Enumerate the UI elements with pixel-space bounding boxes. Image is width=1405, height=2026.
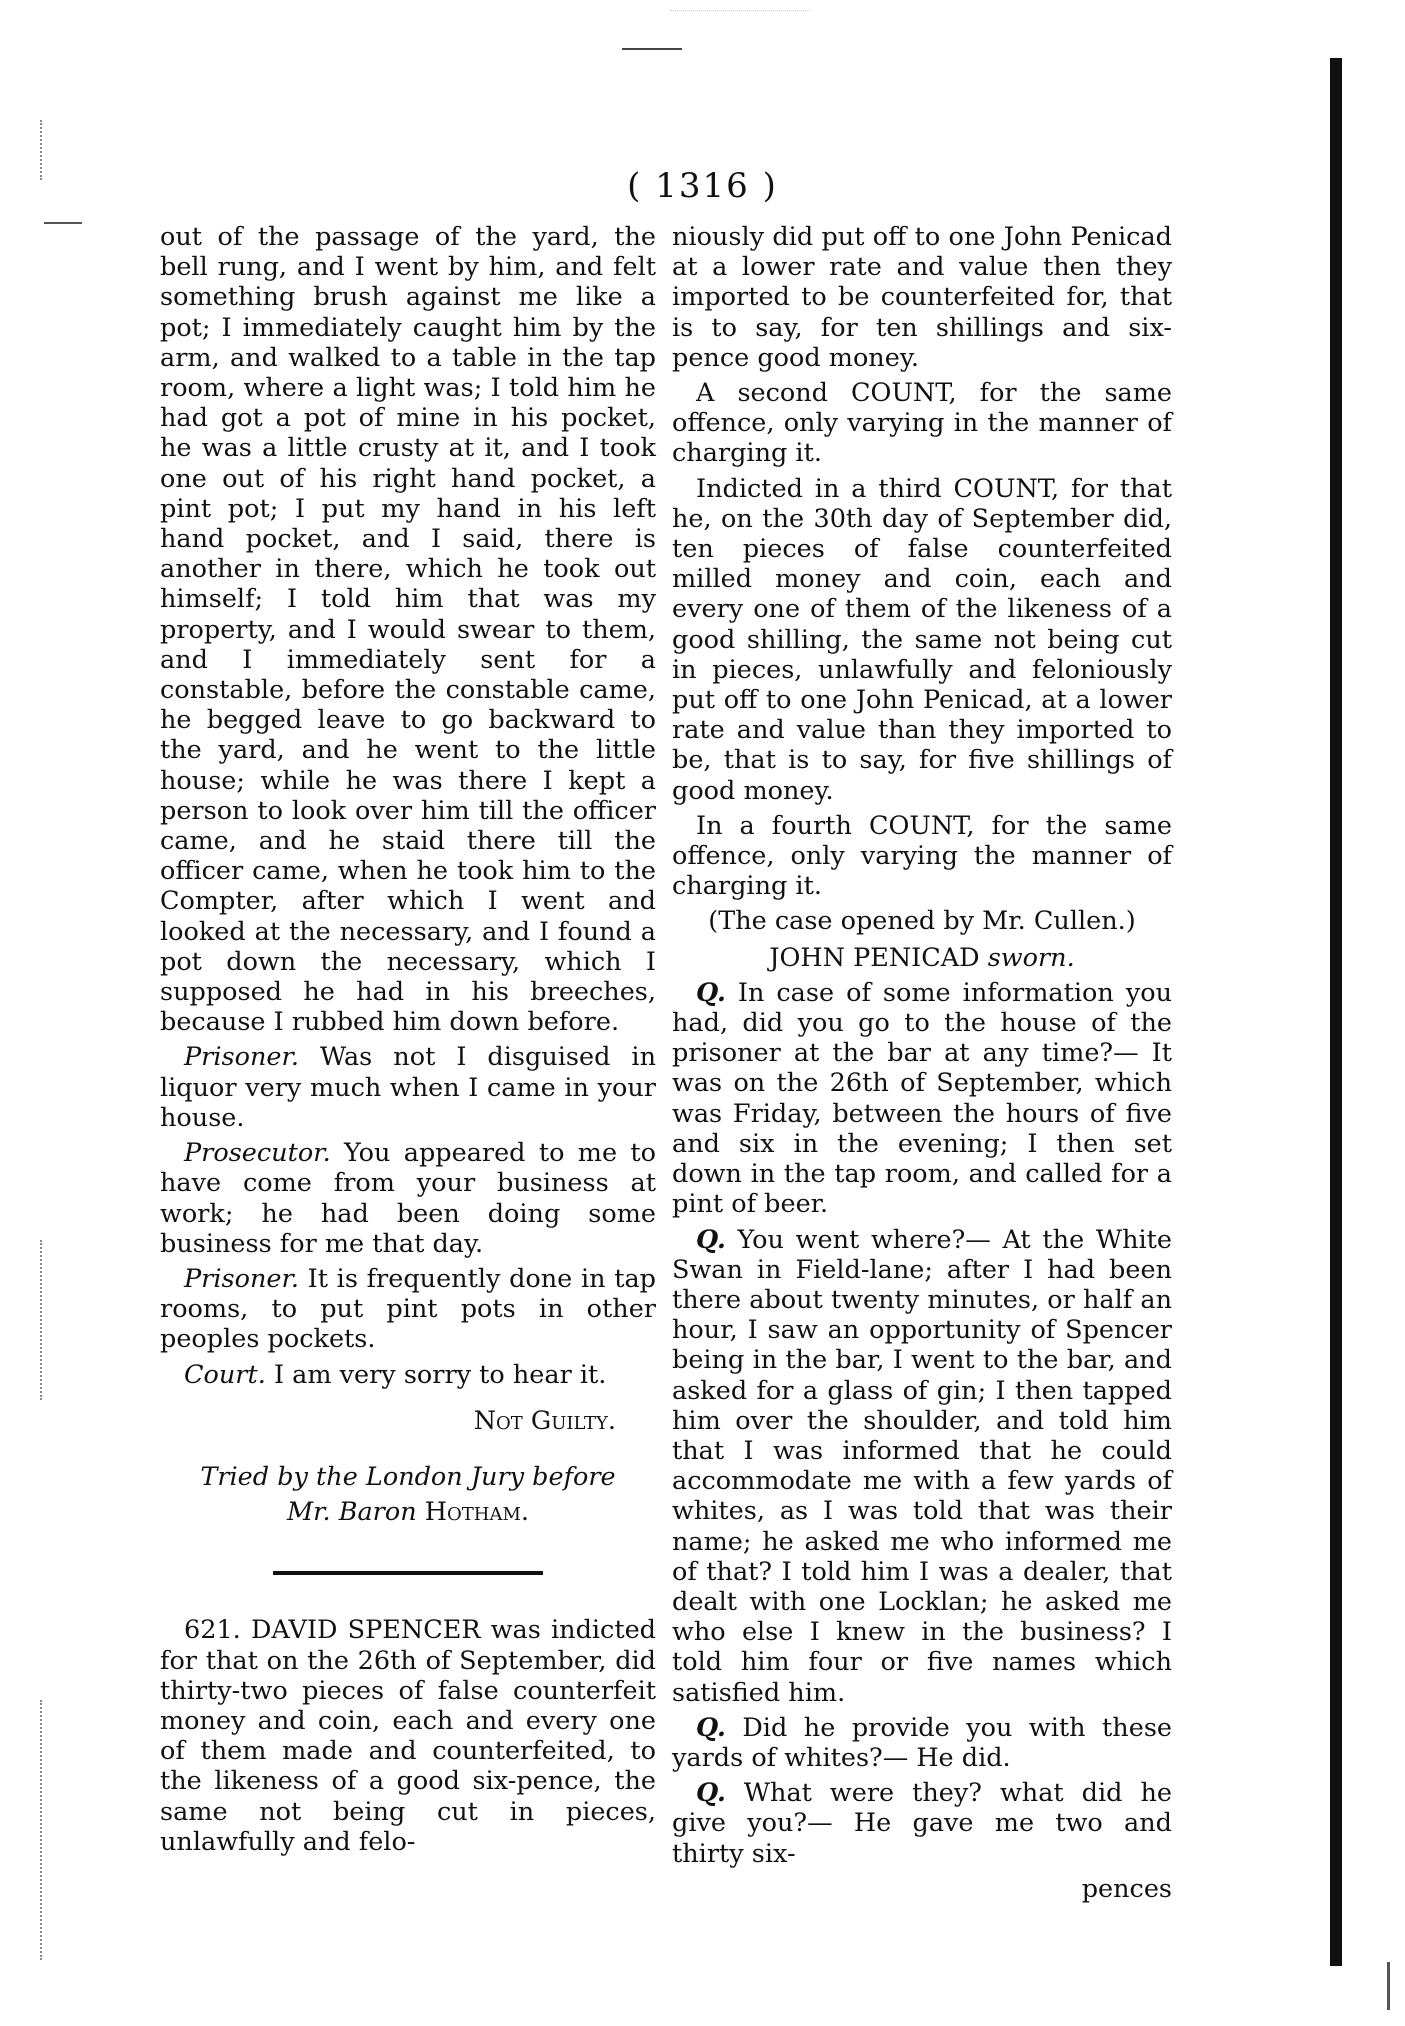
statement-text: You appeared to me to have come from your business at work; he had been doing some business for me that day. bbox=[160, 1138, 656, 1259]
margin-mark bbox=[44, 222, 82, 224]
page-number: ( 1316 ) bbox=[627, 166, 778, 206]
witness-name: JOHN PENICAD bbox=[769, 942, 980, 973]
question-mark: Q. bbox=[696, 1778, 726, 1809]
section-rule bbox=[273, 1571, 543, 1575]
binding-edge bbox=[1330, 58, 1342, 1966]
question-mark: Q. bbox=[696, 1224, 726, 1255]
prisoner-statement bbox=[160, 1042, 656, 1133]
judge-line bbox=[160, 1497, 656, 1527]
speaker-label: Prisoner. bbox=[184, 1042, 299, 1073]
speaker-label: Prosecutor. bbox=[184, 1138, 331, 1169]
indictment-continuation: niously did put off to one John Penicad at a lower rate and value then they imported to be counterfeited for, that is to say, for ten shillings and six-pence good money. bbox=[672, 222, 1172, 373]
question-answer bbox=[672, 978, 1172, 1220]
question-answer bbox=[672, 1713, 1172, 1773]
case-opened-line: (The case opened by Mr. Cullen.) bbox=[708, 906, 1136, 937]
qa-text: Did he provide you with these yards of whites?— He did. bbox=[672, 1712, 1172, 1773]
question-answer bbox=[672, 1778, 1172, 1869]
fourth-count: In a fourth COUNT, for the same offence, only varying the manner of charging it. bbox=[672, 810, 1172, 902]
testimony-paragraph: out of the passage of the yard, the bell rung, and I went by him, and felt something brush against me like a pot; I immediately caught him by the arm, and walked to a table in the tap room, where a light was; I told him he had got a pot of mine in his pocket, he was a little crusty at it, and I took one out of his right hand pocket, a pint pot; I put my hand in his left hand pocket, and I said, there is another in there, which he took out himself; I told him that was my property, and I would swear to them, and I immediately sent for a constable, before the constable came, he begged leave to go backward to the yard, and he went to the little house; while he was there I kept a person to look over him till the officer came, and he staid there till the officer came, when he took him to the Compter, after which I went and looked at the necessary, and I found a pot down the necessary, which I supposed he had in his breeches, because I rubbed him down before. bbox=[160, 222, 656, 1038]
scan-artifact bbox=[670, 10, 810, 17]
speaker-label: Prisoner. bbox=[184, 1263, 299, 1294]
margin-dots bbox=[40, 1240, 44, 1400]
question-answer bbox=[672, 1225, 1172, 1708]
top-rule bbox=[622, 48, 682, 50]
left-column bbox=[160, 222, 656, 1857]
question-mark: Q. bbox=[696, 977, 726, 1008]
witness-heading bbox=[672, 943, 1172, 973]
case-intro: 621. DAVID SPENCER was indicted for that on the 26th of September, did thirty-two pieces of false counterfeit money and coin, each and every one of them made and counterfeited, to the likeness of a good six-pence, the same not being cut in pieces, unlawfully and felo- bbox=[160, 1615, 656, 1857]
qa-text: You went where?— At the White Swan in Field-lane; after I had been there about twenty minutes, or half an hour, I saw an opportunity of Spencer being in the bar, I went to the bar, and asked for a glass of gin; I then tapped him over the shoulder, and told him that I was informed that he could accommodate me with a few yards of whites, as I was told that was their name; he asked me who informed me of that? I told him I was a dealer, that dealt with one Locklan; he asked me who else I knew in the business? I told him four or five names which satisfied him. bbox=[672, 1224, 1172, 1708]
margin-dots bbox=[40, 1700, 44, 1960]
statement-text: I am very sorry to hear it. bbox=[273, 1359, 607, 1390]
statement-text: Was not I disguised in liquor very much when I came in your house. bbox=[160, 1042, 656, 1133]
question-mark: Q. bbox=[696, 1712, 726, 1743]
catchword: pences bbox=[1081, 1873, 1172, 1904]
judge-name: Hotham. bbox=[424, 1497, 529, 1528]
right-column bbox=[672, 222, 1172, 1904]
tried-by-line: Tried by the London Jury before bbox=[200, 1461, 616, 1492]
sworn-label: sworn. bbox=[987, 942, 1075, 973]
second-count: A second COUNT, for the same offence, only varying in the manner of charging it. bbox=[672, 378, 1172, 469]
court-statement bbox=[160, 1360, 656, 1390]
statement-text: It is frequently done in tap rooms, to put pint pots in other peoples pockets. bbox=[160, 1263, 657, 1355]
speaker-label: Court. bbox=[184, 1359, 266, 1390]
prisoner-statement bbox=[160, 1264, 656, 1355]
qa-text: What were they? what did he give you?— He gave me two and thirty six- bbox=[672, 1778, 1173, 1869]
prosecutor-statement bbox=[160, 1138, 656, 1259]
third-count: Indicted in a third COUNT, for that he, on the 30th day of September did, ten pieces of false counterfeited milled money and coin, each and every one of them of the likeness of a good shilling, the same not being cut in pieces, unlawfully and feloniously put off to one John Penicad, at a lower rate and value than they imported to be, that is to say, for five shillings of good money. bbox=[672, 473, 1172, 806]
edge-tick bbox=[1387, 1962, 1390, 2010]
qa-text: In case of some information you had, did you go to the house of the prisoner at the bar at any time?— It was on the 26th of September, which was Friday, between the hours of five and six in the evening; I then set down in the tap room, and called for a pint of beer. bbox=[672, 977, 1172, 1220]
judge-prefix: Mr. Baron bbox=[287, 1497, 417, 1528]
verdict: Not Guilty. bbox=[473, 1405, 616, 1436]
